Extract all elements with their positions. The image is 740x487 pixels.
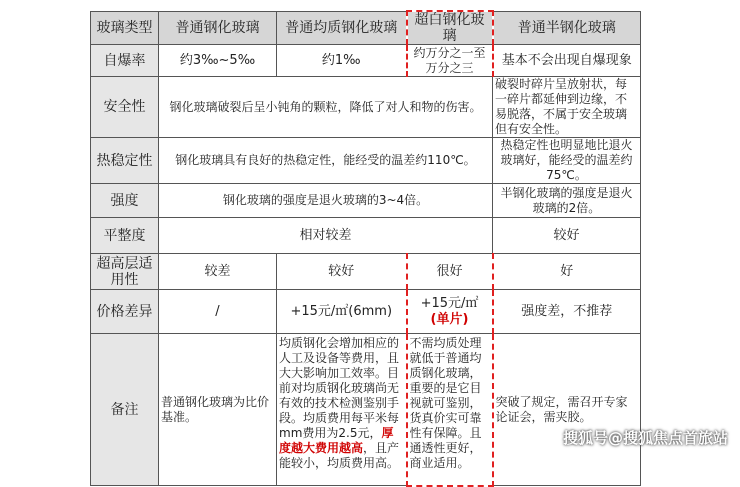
cell-price-homogeneous: +15元/㎡(6mm) [277, 290, 407, 334]
cell-high-rise-homogeneous: 较好 [277, 254, 407, 290]
cell-high-rise-tempered: 较差 [159, 254, 277, 290]
label-remarks: 备注 [91, 334, 159, 486]
cell-price-ultra [407, 290, 493, 334]
remarks-homogeneous-part2: ，且产能较小，均质费用高。 [279, 441, 400, 470]
row-flatness [91, 218, 641, 254]
cell-remarks-semi: 突破了规定，需召开专家论证会，需夹胶。 [493, 334, 641, 486]
label-safety: 安全性 [91, 77, 159, 138]
cell-self-explosion-ultra: 约万分之一至万分之三 [407, 45, 493, 77]
header-tempered: 普通钢化玻璃 [159, 11, 277, 45]
row-strength [91, 184, 641, 218]
watermark: 搜狐号@搜狐焦点首旅站 [562, 429, 728, 447]
cell-thermal-semi: 热稳定性也明显地比退火玻璃好，能经受的温差约75℃。 [493, 138, 641, 184]
remarks-homogeneous-emphasis: 厚度越大费用越高 [279, 426, 394, 455]
header-ultra-clear: 超白钢化玻璃 [407, 11, 493, 45]
cell-flatness-semi: 较好 [493, 218, 641, 254]
cell-high-rise-ultra: 很好 [407, 254, 493, 290]
row-price [91, 290, 641, 334]
cell-self-explosion-homogeneous: 约1‰ [277, 45, 407, 77]
glass-comparison-table [90, 10, 641, 487]
cell-safety-semi: 破裂时碎片呈放射状，每一碎片都延伸到边缘，不易脱落，不属于安全玻璃但有安全性。 [493, 77, 641, 138]
cell-remarks-tempered: 普通钢化玻璃为比价基准。 [159, 334, 277, 486]
header-row [91, 11, 641, 45]
header-semi-tempered: 普通半钢化玻璃 [493, 11, 641, 45]
remarks-homogeneous-part1: 均质钢化会增加相应的人工及设备等费用，且大大影响加工效率。目前对均质钢化玻璃尚无有效的技术检测鉴别手段。均质费用每平米每mm费用为2.5元， [279, 336, 400, 440]
cell-price-semi: 强度差，不推荐 [493, 290, 641, 334]
cell-self-explosion-semi: 基本不会出现自爆现象 [493, 45, 641, 77]
cell-remarks-ultra: 不需均质处理就低于普通均质钢化玻璃，重要的是它目视就可鉴别，货真价实可靠性有保障。且通透性更好，商业适用。 [407, 334, 493, 486]
cell-high-rise-semi: 好 [493, 254, 641, 290]
header-type: 玻璃类型 [91, 11, 159, 45]
label-price: 价格差异 [91, 290, 159, 334]
cell-price-tempered: / [159, 290, 277, 334]
price-ultra-value: +15元/㎡ [420, 295, 479, 311]
row-remarks [91, 334, 641, 486]
row-self-explosion [91, 45, 641, 77]
cell-strength-semi: 半钢化玻璃的强度是退火玻璃的2倍。 [493, 184, 641, 218]
label-self-explosion: 自爆率 [91, 45, 159, 77]
cell-thermal-tempered-homogeneous: 钢化玻璃具有良好的热稳定性，能经受的温差约110℃。 [159, 138, 493, 184]
label-flatness: 平整度 [91, 218, 159, 254]
row-safety [91, 77, 641, 138]
cell-remarks-homogeneous [277, 334, 407, 486]
cell-safety-tempered-homogeneous: 钢化玻璃破裂后呈小钝角的颗粒，降低了对人和物的伤害。 [159, 77, 493, 138]
header-homogeneous: 普通均质钢化玻璃 [277, 11, 407, 45]
cell-self-explosion-tempered: 约3‰~5‰ [159, 45, 277, 77]
label-strength: 强度 [91, 184, 159, 218]
cell-strength-tempered-homogeneous: 钢化玻璃的强度是退火玻璃的3~4倍。 [159, 184, 493, 218]
cell-flatness-tempered-homogeneous: 相对较差 [159, 218, 493, 254]
price-ultra-note: (单片) [430, 311, 469, 327]
label-high-rise: 超高层适用性 [91, 254, 159, 290]
label-thermal: 热稳定性 [91, 138, 159, 184]
row-thermal [91, 138, 641, 184]
row-high-rise [91, 254, 641, 290]
